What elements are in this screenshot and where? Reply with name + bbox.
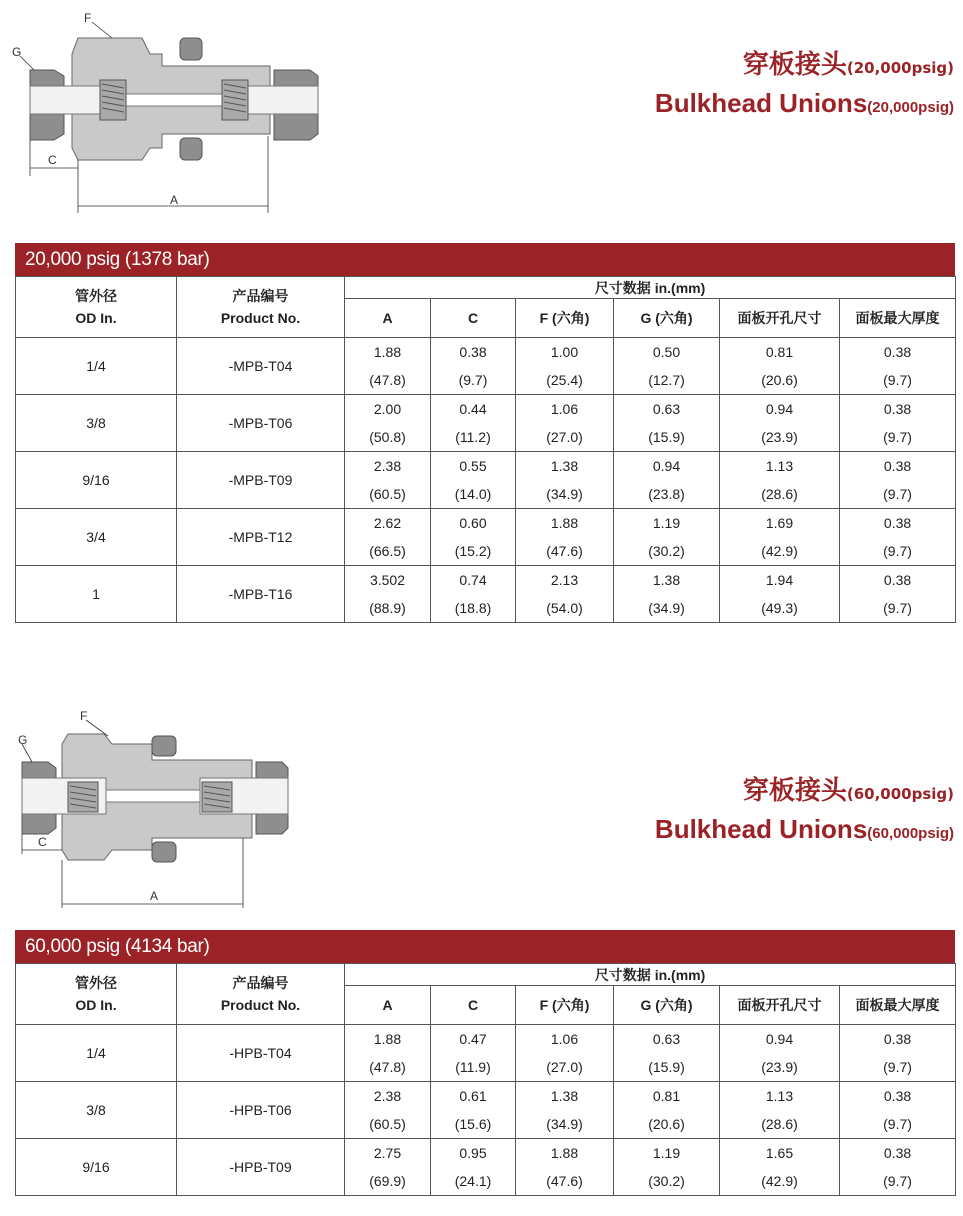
value-mm: (9.7) [883,543,912,559]
cell-hole [720,395,840,452]
cell-hole [720,1025,840,1082]
value-in: 0.38 [883,515,912,531]
label-f: F [84,11,92,25]
cell-g [614,566,720,623]
title-en-pressure: (60,000psig) [867,825,954,842]
cell-hole [720,338,840,395]
header-od-cn: 管外径 [75,288,117,304]
header-dims: 尺寸数据 in.(mm) [345,964,956,986]
cell-a [345,395,431,452]
value-mm: (15.9) [648,1059,685,1075]
value-mm: (30.2) [648,543,685,559]
table-row [16,509,956,566]
value-mm: (9.7) [883,1059,912,1075]
value-mm: (25.4) [546,372,583,388]
header-thick: 面板最大厚度 [840,986,956,1025]
header-od-en: OD In. [75,310,117,326]
pressure-banner: 20,000 psig (1378 bar) [15,243,955,276]
value-mm: (47.6) [546,1173,583,1189]
cell-c [431,338,516,395]
value-mm: (28.6) [761,1116,798,1132]
value-in: 2.38 [373,1088,402,1104]
header-hole: 面板开孔尺寸 [720,299,840,338]
value-mm: (30.2) [648,1173,685,1189]
cell-thick [840,509,956,566]
label-f: F [80,710,88,723]
cell-od: 1/4 [16,1025,177,1082]
value-mm: (28.6) [761,486,798,502]
cell-f [516,566,614,623]
value-in: 1.00 [550,344,579,360]
value-in: 2.13 [550,572,579,588]
value-mm: (69.9) [369,1173,406,1189]
header-c: C [431,299,516,338]
value-in: 2.38 [373,458,402,474]
label-c: C [48,153,57,167]
cell-f [516,1139,614,1196]
cell-pn: -MPB-T12 [177,509,345,566]
value-mm: (49.3) [761,600,798,616]
cell-f [516,509,614,566]
label-g: G [12,45,22,59]
label-a: A [150,889,159,903]
value-mm: (9.7) [883,1173,912,1189]
cell-f [516,452,614,509]
value-mm: (9.7) [883,486,912,502]
cell-g [614,509,720,566]
value-mm: (23.8) [648,486,685,502]
cell-g [614,1025,720,1082]
value-mm: (9.7) [883,600,912,616]
title-cn-text: 穿板接头 [742,50,847,80]
title-cn-text: 穿板接头 [742,776,847,806]
cell-f [516,1025,614,1082]
pressure-banner: 60,000 psig (4134 bar) [15,930,955,963]
cell-thick [840,452,956,509]
value-in: 2.00 [373,401,402,417]
cell-od: 9/16 [16,452,177,509]
value-mm: (60.5) [369,1116,406,1132]
cell-hole [720,1139,840,1196]
cell-g [614,1139,720,1196]
value-mm: (23.9) [761,1059,798,1075]
title-cn-pressure: (20,000psig) [846,59,954,77]
value-in: 0.94 [765,401,794,417]
cell-a [345,1025,431,1082]
header-pn-en: Product No. [220,997,301,1013]
cell-g [614,452,720,509]
cell-od: 3/8 [16,1082,177,1139]
cell-c [431,1082,516,1139]
value-in: 0.38 [883,458,912,474]
cell-od: 9/16 [16,1139,177,1196]
title-en-text: Bulkhead Unions [654,814,868,844]
spec-table [15,276,956,623]
value-mm: (60.5) [369,486,406,502]
cell-a [345,1139,431,1196]
value-mm: (34.9) [546,486,583,502]
cell-od: 3/4 [16,509,177,566]
value-in: 1.69 [765,515,794,531]
value-mm: (20.6) [761,372,798,388]
cell-c [431,509,516,566]
value-in: 1.13 [765,1088,794,1104]
value-mm: (20.6) [648,1116,685,1132]
cell-f [516,338,614,395]
header-g: G (六角) [614,299,720,338]
cell-c [431,1139,516,1196]
value-in: 1.38 [550,458,579,474]
cell-f [516,1082,614,1139]
value-in: 0.63 [652,401,681,417]
value-mm: (34.9) [546,1116,583,1132]
value-in: 0.38 [883,1031,912,1047]
cell-a [345,1082,431,1139]
header-f: F (六角) [516,986,614,1025]
value-mm: (15.6) [454,1116,492,1132]
table-row [16,1139,956,1196]
value-mm: (54.0) [546,600,583,616]
header-od [16,277,177,338]
cell-f [516,395,614,452]
header-pn-en: Product No. [220,310,301,326]
value-mm: (11.9) [455,1059,491,1075]
value-in: 1.38 [550,1088,579,1104]
cell-g [614,1082,720,1139]
cell-hole [720,509,840,566]
table-row [16,1082,956,1139]
header-od [16,964,177,1025]
cell-pn: -MPB-T06 [177,395,345,452]
table-row [16,1025,956,1082]
value-mm: (9.7) [883,1116,912,1132]
cell-od: 1/4 [16,338,177,395]
value-mm: (47.8) [369,372,406,388]
value-mm: (15.9) [648,429,685,445]
cell-a [345,452,431,509]
value-in: 0.61 [459,1088,487,1104]
value-in: 0.81 [765,344,794,360]
value-in: 0.50 [652,344,681,360]
value-mm: (88.9) [369,600,406,616]
value-in: 0.74 [459,572,487,588]
cell-c [431,1025,516,1082]
value-mm: (9.7) [458,372,488,388]
header-pn-cn: 产品编号 [232,288,289,304]
bulkhead-union-drawing [12,8,332,218]
spec-table [15,963,956,1196]
cell-pn: -MPB-T04 [177,338,345,395]
value-in: 0.47 [459,1031,487,1047]
cell-g [614,395,720,452]
label-c: C [38,835,47,849]
value-in: 1.19 [652,515,681,531]
cell-thick [840,338,956,395]
value-in: 1.19 [652,1145,681,1161]
header-hole: 面板开孔尺寸 [720,986,840,1025]
value-mm: (15.2) [454,543,492,559]
value-in: 1.88 [373,344,402,360]
value-mm: (9.7) [883,372,912,388]
value-mm: (42.9) [761,1173,798,1189]
value-in: 0.44 [459,401,487,417]
cell-pn: -MPB-T09 [177,452,345,509]
header-od-cn: 管外径 [75,975,117,991]
cell-pn: -HPB-T06 [177,1082,345,1139]
value-mm: (27.0) [546,1059,583,1075]
value-in: 0.95 [459,1145,487,1161]
value-in: 1.94 [765,572,794,588]
title-cn [743,44,954,81]
cell-pn: -HPB-T04 [177,1025,345,1082]
value-mm: (11.2) [455,429,491,445]
header-dims: 尺寸数据 in.(mm) [345,277,956,299]
value-in: 1.65 [765,1145,794,1161]
spec-rows [16,338,956,623]
value-in: 0.38 [883,344,912,360]
cell-thick [840,566,956,623]
title-cn-pressure: (60,000psig) [846,785,954,803]
title-en [655,88,954,119]
cell-thick [840,395,956,452]
value-in: 1.06 [550,1031,579,1047]
cell-c [431,395,516,452]
title-en [655,814,954,845]
cell-c [431,452,516,509]
value-mm: (18.8) [454,600,492,616]
value-in: 0.38 [883,401,912,417]
value-in: 2.75 [373,1145,402,1161]
cell-a [345,566,431,623]
cell-thick [840,1082,956,1139]
value-mm: (14.0) [454,486,492,502]
value-in: 3.502 [369,572,406,588]
cell-od: 1 [16,566,177,623]
header-pn-cn: 产品编号 [232,975,289,991]
cell-pn: -HPB-T09 [177,1139,345,1196]
value-mm: (23.9) [761,429,798,445]
cell-hole [720,452,840,509]
table-row [16,395,956,452]
table-row [16,566,956,623]
value-mm: (27.0) [546,429,583,445]
cell-c [431,566,516,623]
value-in: 0.60 [459,515,487,531]
header-f: F (六角) [516,299,614,338]
value-in: 1.88 [550,1145,579,1161]
value-in: 1.88 [373,1031,402,1047]
label-g: G [18,733,28,747]
value-in: 0.38 [883,1088,912,1104]
cell-hole [720,566,840,623]
cell-thick [840,1139,956,1196]
section-60000psig [0,690,963,1216]
table-row [16,338,956,395]
value-mm: (34.9) [648,600,685,616]
header-a: A [345,986,431,1025]
value-mm: (47.6) [546,543,583,559]
header-g: G (六角) [614,986,720,1025]
value-in: 0.55 [459,458,487,474]
value-mm: (50.8) [369,429,406,445]
value-mm: (24.1) [454,1173,492,1189]
cell-a [345,338,431,395]
table-row [16,452,956,509]
value-in: 1.13 [765,458,794,474]
header-a: A [345,299,431,338]
title-cn [743,770,954,807]
cell-hole [720,1082,840,1139]
value-mm: (42.9) [761,543,798,559]
value-in: 1.06 [550,401,579,417]
bulkhead-union-drawing [12,710,312,910]
cell-g [614,338,720,395]
value-in: 0.38 [883,572,912,588]
value-in: 1.38 [652,572,681,588]
spec-rows [16,1025,956,1196]
value-in: 0.38 [459,344,487,360]
label-a: A [170,193,179,207]
value-mm: (9.7) [883,429,912,445]
title-en-text: Bulkhead Unions [654,88,868,118]
cell-pn: -MPB-T16 [177,566,345,623]
value-in: 0.94 [765,1031,794,1047]
value-in: 0.81 [652,1088,681,1104]
value-mm: (12.7) [648,372,685,388]
title-en-pressure: (20,000psig) [867,99,954,116]
value-mm: (66.5) [369,543,406,559]
value-in: 2.62 [373,515,402,531]
cell-a [345,509,431,566]
header-c: C [431,986,516,1025]
header-product-no [177,964,345,1025]
value-in: 1.88 [550,515,579,531]
value-in: 0.38 [883,1145,912,1161]
cell-thick [840,1025,956,1082]
cell-od: 3/8 [16,395,177,452]
header-thick: 面板最大厚度 [840,299,956,338]
value-in: 0.94 [652,458,681,474]
value-in: 0.63 [652,1031,681,1047]
header-od-en: OD In. [75,997,117,1013]
header-product-no [177,277,345,338]
value-mm: (47.8) [369,1059,406,1075]
